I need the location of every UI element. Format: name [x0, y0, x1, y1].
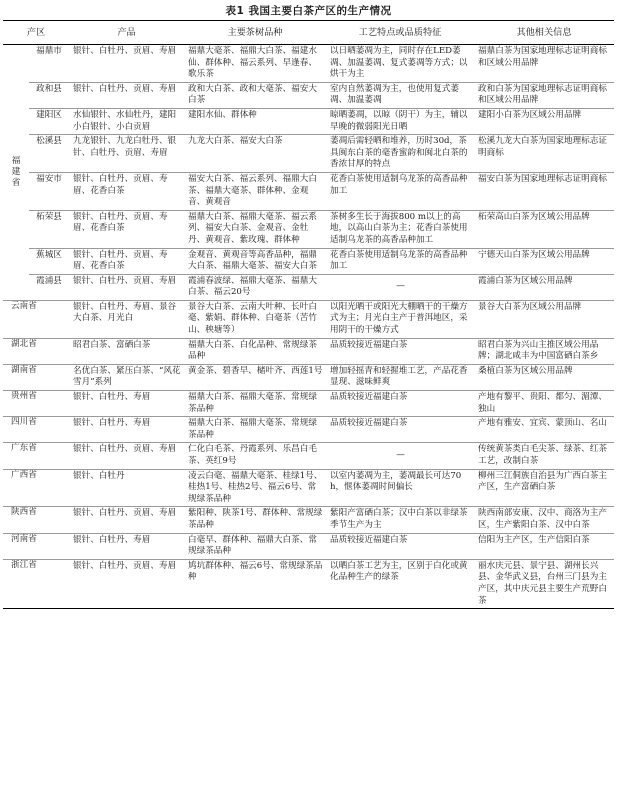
- product-cell: 银针、白牡丹、贡眉、寿眉、花香白茶: [69, 172, 184, 210]
- table-row: [3, 364, 614, 390]
- county-cell: 政和县: [29, 82, 69, 108]
- product-cell: 银针、白牡丹、贡眉、寿眉: [69, 443, 184, 469]
- table-row: [3, 45, 614, 83]
- province-fujian: [3, 45, 29, 301]
- province-cell: 广西省: [3, 469, 69, 507]
- header-region: 产区: [3, 21, 69, 45]
- white-tea-regions-table: [3, 20, 614, 609]
- cultivar-cell: 建阳水仙、群体种: [184, 108, 326, 134]
- product-cell: 银针、白牡丹、贡眉、寿眉: [69, 274, 184, 300]
- table-row: [3, 135, 614, 173]
- product-cell: 银针、白牡丹、寿眉: [69, 417, 184, 443]
- product-cell: 名优白茶、紧压白茶、“风花雪月”系列: [69, 364, 184, 390]
- process-cell: 室内自然萎凋为主，也使用复式萎凋、加温萎凋: [326, 82, 474, 108]
- table-row: [3, 108, 614, 134]
- table-row: [3, 417, 614, 443]
- process-cell: 品质较接近福建白茶: [326, 533, 474, 559]
- table-row: [3, 443, 614, 469]
- province-name: 福建省: [11, 155, 21, 188]
- process-cell: 茶树多生长于海拔800 m以上的高地，以高山白茶为主；花香白茶使用适制乌龙茶的高香品种加工: [326, 210, 474, 248]
- other-cell: 建阳小白茶为区域公用品牌: [474, 108, 614, 134]
- other-cell: 福安白茶为国家地理标志证明商标: [474, 172, 614, 210]
- product-cell: 银针、白牡丹、寿眉、景谷大白茶、月光白: [69, 300, 184, 338]
- process-cell: 花香白茶使用适制乌龙茶的高香品种加工: [326, 172, 474, 210]
- cultivar-cell: 金观音、黄观音等高香品种，福鼎大白茶、福鼎大毫茶、福安大白茶: [184, 248, 326, 274]
- table-row: [3, 533, 614, 559]
- cultivar-cell: 政和大白茶、政和大毫茶、福安大白茶: [184, 82, 326, 108]
- process-cell: 紫阳产富硒白茶；汉中白茶以非绿茶季节生产为主: [326, 507, 474, 533]
- other-cell: 福鼎白茶为国家地理标志证明商标和区域公用品牌: [474, 45, 614, 83]
- cultivar-cell: 福鼎大白茶、白化品种、常规绿茶品种: [184, 338, 326, 364]
- product-cell: 昭君白茶、富硒白茶: [69, 338, 184, 364]
- county-cell: 蕉城区: [29, 248, 69, 274]
- table-row: [3, 469, 614, 507]
- province-cell: 四川省: [3, 417, 69, 443]
- province-cell: 河南省: [3, 533, 69, 559]
- other-cell: 宁德天山白茶为区域公用品牌: [474, 248, 614, 274]
- other-cell: 产地有雅安、宜宾、蒙顶山、名山: [474, 417, 614, 443]
- product-cell: 九龙银针、九龙白牡丹、银针、白牡丹、贡眉、寿眉: [69, 135, 184, 173]
- process-cell: 以晒白茶工艺为主，区别于白化或黄化品种生产的绿茶: [326, 559, 474, 608]
- province-cell: 云南省: [3, 300, 69, 338]
- cultivar-cell: 白毫早、群体种、福鼎大白茶、常规绿茶品种: [184, 533, 326, 559]
- other-cell: 信阳为主产区，生产信阳白茶: [474, 533, 614, 559]
- process-cell: 以日晒萎凋为主，同时存在LED萎凋、加温萎凋、复式萎凋等方式；以烘干为主: [326, 45, 474, 83]
- product-cell: 银针、白牡丹、贡眉、寿眉、花香白茶: [69, 248, 184, 274]
- other-cell: 柘荣高山白茶为区域公用品牌: [474, 210, 614, 248]
- product-cell: 银针、白牡丹、贡眉、寿眉: [69, 45, 184, 83]
- process-cell: 萎凋后需轻晒和堆养，历时30d，茶具闽东白茶的毫香蜜韵和闽北白茶的香浓甘厚的特点: [326, 135, 474, 173]
- county-cell: 建阳区: [29, 108, 69, 134]
- other-cell: 产地有黎平、贵阳、都匀、湄潭、独山: [474, 391, 614, 417]
- header-other: 其他相关信息: [474, 21, 614, 45]
- cultivar-cell: 鸠坑群体种、福云6号、常规绿茶品种: [184, 559, 326, 608]
- cultivar-cell: 景谷大白茶、云南大叶种、长叶白毫、紫娟、群体种、白毫茶（苦竹山、秧塘等）: [184, 300, 326, 338]
- process-cell: 品质较接近福建白茶: [326, 338, 474, 364]
- county-cell: 柘荣县: [29, 210, 69, 248]
- other-cell: 陕西南部安康、汉中、商洛为主产区，生产紫阳白茶、汉中白茶: [474, 507, 614, 533]
- table-row: [3, 82, 614, 108]
- product-cell: 银针、白牡丹、贡眉、寿眉: [69, 507, 184, 533]
- process-cell: 品质较接近福建白茶: [326, 391, 474, 417]
- province-cell: 浙江省: [3, 559, 69, 608]
- table-row: [3, 248, 614, 274]
- product-cell: 银针、白牡丹: [69, 469, 184, 507]
- other-cell: 柳州三江侗族自治县为广西白茶主产区，生产富硒白茶: [474, 469, 614, 507]
- process-cell: 花香白茶使用适制乌龙茶的高香品种加工: [326, 248, 474, 274]
- table-row: [3, 507, 614, 533]
- cultivar-cell: 霞浦春波绿、福鼎大毫茶、福鼎大白茶、福云20号: [184, 274, 326, 300]
- other-cell: 景谷大白茶为区域公用品牌: [474, 300, 614, 338]
- table-title: 表1 我国主要白茶产区的生产情况: [225, 5, 392, 17]
- product-cell: 水仙银针、水仙牡丹，建阳小白银针、小白贡眉: [69, 108, 184, 134]
- table-row: [3, 559, 614, 608]
- process-cell: 以阳光晒干或阳光大棚晒干的干燥方式为主；月光白主产于普洱地区，采用阴干的干燥方式: [326, 300, 474, 338]
- process-cell: 品质较接近福建白茶: [326, 417, 474, 443]
- product-cell: 银针、白牡丹、贡眉、寿眉: [69, 82, 184, 108]
- cultivar-cell: 福鼎大白茶、福鼎大毫茶、福云系列、福安大白茶、金观音、金牡丹、黄观音、紫玫瑰、群体种: [184, 210, 326, 248]
- province-cell: 湖北省: [3, 338, 69, 364]
- county-cell: 福鼎市: [29, 45, 69, 83]
- province-cell: 陕西省: [3, 507, 69, 533]
- county-cell: 霞浦县: [29, 274, 69, 300]
- product-cell: 银针、白牡丹、贡眉、寿眉: [69, 559, 184, 608]
- process-cell: —: [326, 443, 474, 469]
- cultivar-cell: 黄金茶、碧香早、槠叶齐、西莲1号: [184, 364, 326, 390]
- cultivar-cell: 仁化白毛茶、丹霞系列、乐昌白毛茶、英红9号: [184, 443, 326, 469]
- province-cell: 广东省: [3, 443, 69, 469]
- process-cell: 以室内萎凋为主，萎凋最长可达70 h，惬体萎凋时间偏长: [326, 469, 474, 507]
- table-row: [3, 172, 614, 210]
- other-cell: 桑植白茶为区域公用品牌: [474, 364, 614, 390]
- process-cell: 增加轻摇青和轻握堆工艺，产品花香显现、滋味鲜爽: [326, 364, 474, 390]
- cultivar-cell: 凌云白毫、福鼎大毫茶、桂绿1号、桂热1号、桂热2号、福云6号、常规绿茶品种: [184, 469, 326, 507]
- other-cell: 政和白茶为国家地理标志证明商标和区域公用品牌: [474, 82, 614, 108]
- other-cell: 丽水庆元县、景宁县、湖州长兴县、金华武义县，台州三门县为主产区，其中庆元县主要生产荒野白茶: [474, 559, 614, 608]
- county-cell: 松溪县: [29, 135, 69, 173]
- province-cell: 贵州省: [3, 391, 69, 417]
- header-cultivar: 主要茶树品种: [184, 21, 326, 45]
- cultivar-cell: 福安大白茶、福云系列、福鼎大白茶、福鼎大毫茶、群体种、金观音、黄观音: [184, 172, 326, 210]
- table-row: [3, 210, 614, 248]
- table-row: [3, 391, 614, 417]
- cultivar-cell: 福鼎大白茶、福鼎大毫茶、常规绿茶品种: [184, 391, 326, 417]
- cultivar-cell: 九龙大白茶、福安大白茶: [184, 135, 326, 173]
- table-row: [3, 274, 614, 300]
- process-cell: 晾晒萎凋，以晾（阴干）为主，辅以早晚的微弱阳光日晒: [326, 108, 474, 134]
- other-cell: 传统黄茶类白毛尖茶、绿茶、红茶工艺，改制白茶: [474, 443, 614, 469]
- table-row: [3, 338, 614, 364]
- header-product: 产品: [69, 21, 184, 45]
- product-cell: 银针、白牡丹、贡眉、寿眉、花香白茶: [69, 210, 184, 248]
- other-cell: 霞浦白茶为区域公用品牌: [474, 274, 614, 300]
- province-cell: 湖南省: [3, 364, 69, 390]
- cultivar-cell: 福鼎大毫茶、福鼎大白茶、福建水仙、群体种、福云系列、早逢春、歌乐茶: [184, 45, 326, 83]
- product-cell: 银针、白牡丹、寿眉: [69, 391, 184, 417]
- header-row: [3, 21, 614, 45]
- other-cell: 松溪九龙大白茶为国家地理标志证明商标: [474, 135, 614, 173]
- cultivar-cell: 紫阳种、陕茶1号、群体种、常规绿茶品种: [184, 507, 326, 533]
- table-row: [3, 300, 614, 338]
- header-process: 工艺特点或品质特征: [326, 21, 474, 45]
- product-cell: 银针、白牡丹、寿眉: [69, 533, 184, 559]
- cultivar-cell: 福鼎大白茶、福鼎大毫茶、常规绿茶品种: [184, 417, 326, 443]
- county-cell: 福安市: [29, 172, 69, 210]
- other-cell: 昭君白茶为兴山主推区域公用品牌；湖北咸丰为中国富硒白茶乡: [474, 338, 614, 364]
- process-cell: —: [326, 274, 474, 300]
